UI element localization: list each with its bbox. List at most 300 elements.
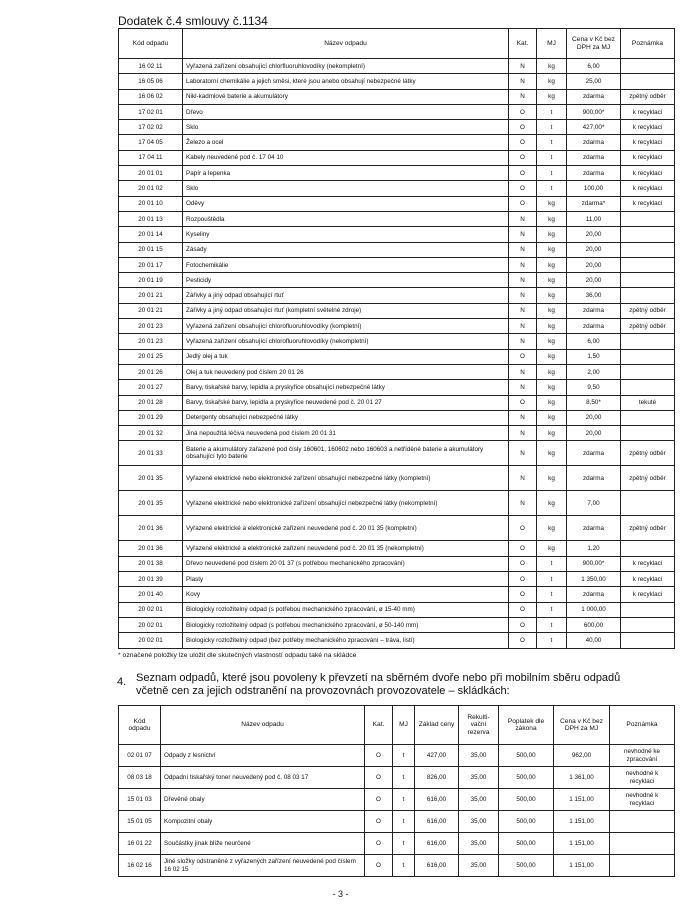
section-number: 4. xyxy=(117,676,127,688)
table-header-row xyxy=(119,29,675,59)
cell-rekul: 35,00 xyxy=(459,789,499,811)
table-row xyxy=(119,288,675,303)
cell-mj: t xyxy=(393,811,415,833)
cell-kat: O xyxy=(509,633,537,648)
cell-nazev: Sklo xyxy=(183,181,509,196)
cell-kat: N xyxy=(509,441,537,466)
header-zaklad: Základ ceny xyxy=(415,706,459,745)
cell-kat: N xyxy=(509,319,537,334)
cell-kat: O xyxy=(509,196,537,211)
cell-kod: 20 02 01 xyxy=(119,617,183,632)
table-row xyxy=(119,410,675,425)
cell-kat: O xyxy=(365,855,393,877)
cell-poznamka xyxy=(621,59,675,74)
cell-kat: O xyxy=(509,395,537,410)
cell-kat: O xyxy=(365,789,393,811)
cell-nazev: Kompozitní obaly xyxy=(161,811,365,833)
section-heading: Seznam odpadů, které jsou povoleny k převzetí na sběrném dvoře nebo při mobilním sběru odpadů včetně cen za jejich odstranění na provozovnách provozovatele – skládkách: xyxy=(136,672,621,697)
cell-nazev: Oděvy xyxy=(183,196,509,211)
cell-poznamka: k recyklaci xyxy=(621,556,675,571)
cell-poznamka: k recyklaci xyxy=(621,196,675,211)
cell-nazev: Rozpouštědla xyxy=(183,211,509,226)
cell-kat: N xyxy=(509,491,537,516)
cell-mj: kg xyxy=(537,257,567,272)
table-row xyxy=(119,273,675,288)
cell-cena: 1 151,00 xyxy=(554,855,610,877)
table-row xyxy=(119,166,675,181)
table-row xyxy=(119,441,675,466)
cell-nazev: Baterie a akumulátory zařazené pod čísly 160601, 160602 nebo 160603 a netříděné baterie a akumulátory obsahující tyto baterie xyxy=(183,441,509,466)
cell-nazev: Dřevo xyxy=(183,104,509,119)
cell-cena: 600,00 xyxy=(567,617,621,632)
cell-mj: kg xyxy=(537,491,567,516)
cell-rekul: 35,00 xyxy=(459,811,499,833)
cell-kod: 20 01 23 xyxy=(119,319,183,334)
cell-cena: 20,00 xyxy=(567,242,621,257)
cell-kod: 16 02 11 xyxy=(119,59,183,74)
cell-cena: 900,00* xyxy=(567,104,621,119)
waste-price-table xyxy=(118,28,675,649)
header-poplatek: Poplatek dle zákona xyxy=(499,706,554,745)
cell-poznamka: nevhodné k recyklaci xyxy=(610,789,675,811)
cell-poznamka: k recyklaci xyxy=(621,587,675,602)
cell-mj: t xyxy=(537,602,567,617)
cell-kat: O xyxy=(509,556,537,571)
table-row xyxy=(119,89,675,104)
cell-kod: 20 01 38 xyxy=(119,556,183,571)
cell-kat: N xyxy=(509,466,537,491)
cell-kod: 08 03 18 xyxy=(119,767,161,789)
table-row xyxy=(119,364,675,379)
cell-zaklad: 826,00 xyxy=(415,767,459,789)
table-row xyxy=(119,572,675,587)
cell-cena: 1 361,00 xyxy=(554,767,610,789)
cell-kod: 16 01 22 xyxy=(119,833,161,855)
cell-mj: kg xyxy=(537,59,567,74)
cell-mj: t xyxy=(537,150,567,165)
cell-nazev: Vyřazená zařízení obsahující chlorofluoruhlovodíky (nekompletní) xyxy=(183,334,509,349)
cell-mj: t xyxy=(537,135,567,150)
cell-mj: kg xyxy=(537,426,567,441)
cell-kat: N xyxy=(509,74,537,89)
cell-cena: 1,20 xyxy=(567,541,621,556)
cell-kod: 20 01 17 xyxy=(119,257,183,272)
cell-poznamka: zpětný odběr xyxy=(621,89,675,104)
cell-nazev: Biologicky rozložitelný odpad (s potřebou mechanického zpracování, ø 50-140 mm) xyxy=(183,617,509,632)
cell-kod: 20 01 27 xyxy=(119,380,183,395)
cell-poznamka: tekuté xyxy=(621,395,675,410)
table-row xyxy=(119,104,675,119)
cell-zaklad: 616,00 xyxy=(415,811,459,833)
cell-poznamka: k recyklaci xyxy=(621,572,675,587)
cell-poznamka xyxy=(621,74,675,89)
cell-nazev: Papír a lepenka xyxy=(183,166,509,181)
cell-nazev: Vyřazené elektrické a elektronické zařízení neuvedené pod č. 20 01 35 (nekompletní) xyxy=(183,541,509,556)
cell-nazev: Železo a ocel xyxy=(183,135,509,150)
table-row xyxy=(119,59,675,74)
cell-cena: 11,00 xyxy=(567,211,621,226)
cell-kod: 20 01 13 xyxy=(119,211,183,226)
cell-kod: 20 01 21 xyxy=(119,303,183,318)
cell-mj: kg xyxy=(537,74,567,89)
cell-kat: N xyxy=(509,59,537,74)
cell-poznamka xyxy=(621,491,675,516)
cell-mj: kg xyxy=(537,334,567,349)
cell-kod: 17 02 02 xyxy=(119,120,183,135)
cell-kat: O xyxy=(509,104,537,119)
cell-poznamka: k recyklaci xyxy=(621,104,675,119)
cell-cena: 1 151,00 xyxy=(554,833,610,855)
table-row xyxy=(119,602,675,617)
cell-poznamka xyxy=(610,833,675,855)
cell-mj: kg xyxy=(537,303,567,318)
table-row xyxy=(119,196,675,211)
cell-poznamka xyxy=(621,426,675,441)
header-kod: Kód odpadu xyxy=(119,706,161,745)
cell-mj: t xyxy=(537,572,567,587)
cell-poznamka: k recyklaci xyxy=(621,150,675,165)
cell-kod: 20 01 35 xyxy=(119,466,183,491)
cell-kod: 20 02 01 xyxy=(119,633,183,648)
cell-kat: O xyxy=(365,767,393,789)
table-row xyxy=(119,242,675,257)
cell-cena: 1 151,00 xyxy=(554,789,610,811)
cell-kod: 20 01 02 xyxy=(119,181,183,196)
cell-nazev: Olej a tuk neuvedený pod číslem 20 01 26 xyxy=(183,364,509,379)
table-row xyxy=(119,380,675,395)
cell-cena: zdarma xyxy=(567,587,621,602)
cell-cena: zdarma xyxy=(567,150,621,165)
cell-kod: 16 05 06 xyxy=(119,74,183,89)
table-row xyxy=(119,257,675,272)
cell-poznamka xyxy=(621,364,675,379)
cell-nazev: Plasty xyxy=(183,572,509,587)
table-row xyxy=(119,745,675,767)
table-body xyxy=(119,745,675,877)
cell-nazev: Laboratorní chemikálie a jejich směsi, které jsou anebo obsahují nebezpečné látky xyxy=(183,74,509,89)
cell-cena: zdarma xyxy=(567,466,621,491)
cell-nazev: Vyřazené elektrické a elektronické zařízení neuvedené pod č. 20 01 35 (kompletní) xyxy=(183,516,509,541)
cell-kat: N xyxy=(509,288,537,303)
cell-poznamka: zpětný odběr xyxy=(621,466,675,491)
cell-kod: 20 01 40 xyxy=(119,587,183,602)
header-mj: MJ xyxy=(537,29,567,59)
cell-kat: O xyxy=(509,516,537,541)
cell-kat: N xyxy=(509,242,537,257)
table-header-row xyxy=(119,706,675,745)
cell-nazev: Odpady z lesnictví xyxy=(161,745,365,767)
table-row xyxy=(119,767,675,789)
cell-rekul: 35,00 xyxy=(459,767,499,789)
cell-cena: 1 350,00 xyxy=(567,572,621,587)
cell-kod: 20 01 19 xyxy=(119,273,183,288)
cell-nazev: Jedlý olej a tuk xyxy=(183,349,509,364)
cell-mj: t xyxy=(537,556,567,571)
cell-nazev: Pesticidy xyxy=(183,273,509,288)
cell-kat: O xyxy=(509,541,537,556)
table-row xyxy=(119,466,675,491)
cell-cena: 9,50 xyxy=(567,380,621,395)
table-row xyxy=(119,556,675,571)
cell-mj: t xyxy=(393,855,415,877)
cell-kod: 20 01 23 xyxy=(119,334,183,349)
cell-kod: 16 06 02 xyxy=(119,89,183,104)
cell-kod: 20 01 25 xyxy=(119,349,183,364)
cell-kod: 17 02 01 xyxy=(119,104,183,119)
cell-mj: kg xyxy=(537,227,567,242)
cell-cena: 427,00* xyxy=(567,120,621,135)
cell-mj: kg xyxy=(537,410,567,425)
cell-mj: kg xyxy=(537,380,567,395)
cell-rekul: 35,00 xyxy=(459,855,499,877)
cell-poplatek: 500,00 xyxy=(499,789,554,811)
cell-kod: 20 01 39 xyxy=(119,572,183,587)
cell-cena: zdarma xyxy=(567,135,621,150)
cell-mj: kg xyxy=(537,89,567,104)
cell-poznamka xyxy=(621,211,675,226)
cell-cena: 40,00 xyxy=(567,633,621,648)
cell-kat: N xyxy=(509,410,537,425)
cell-kat: O xyxy=(365,833,393,855)
table-row xyxy=(119,833,675,855)
cell-cena: 962,00 xyxy=(554,745,610,767)
cell-mj: t xyxy=(393,789,415,811)
cell-zaklad: 616,00 xyxy=(415,833,459,855)
cell-cena: 25,00 xyxy=(567,74,621,89)
cell-mj: t xyxy=(537,104,567,119)
cell-zaklad: 616,00 xyxy=(415,855,459,877)
cell-mj: kg xyxy=(537,364,567,379)
table-row xyxy=(119,789,675,811)
cell-mj: kg xyxy=(537,196,567,211)
cell-kat: O xyxy=(509,120,537,135)
cell-poplatek: 500,00 xyxy=(499,767,554,789)
cell-kat: N xyxy=(509,273,537,288)
cell-poznamka xyxy=(621,633,675,648)
table-row xyxy=(119,541,675,556)
header-kat: Kat. xyxy=(509,29,537,59)
cell-kod: 20 01 21 xyxy=(119,288,183,303)
cell-cena: 8,50* xyxy=(567,395,621,410)
cell-mj: kg xyxy=(537,541,567,556)
header-kat: Kat. xyxy=(365,706,393,745)
table-body xyxy=(119,59,675,649)
cell-nazev: Barvy, tiskařské barvy, lepidla a pryskyřice obsahující nebezpečné látky xyxy=(183,380,509,395)
cell-mj: kg xyxy=(537,441,567,466)
cell-cena: 20,00 xyxy=(567,227,621,242)
cell-kod: 20 01 26 xyxy=(119,364,183,379)
cell-kat: O xyxy=(509,166,537,181)
cell-poplatek: 500,00 xyxy=(499,833,554,855)
cell-nazev: Dřevo neuvedené pod číslem 20 01 37 (s potřebou mechanického zpracování) xyxy=(183,556,509,571)
cell-kat: O xyxy=(365,811,393,833)
cell-poznamka: k recyklaci xyxy=(621,166,675,181)
cell-mj: t xyxy=(537,166,567,181)
cell-kod: 20 01 01 xyxy=(119,166,183,181)
table-row xyxy=(119,633,675,648)
cell-nazev: Jiná nepoužitá léčiva neuvedená pod číslem 20 01 31 xyxy=(183,426,509,441)
cell-nazev: Detergenty obsahující nebezpečné látky xyxy=(183,410,509,425)
cell-kod: 20 01 28 xyxy=(119,395,183,410)
document-title: Dodatek č.4 smlouvy č.1134 xyxy=(118,14,268,28)
header-cena: Cena v Kč bez DPH za MJ xyxy=(554,706,610,745)
cell-kod: 15 01 03 xyxy=(119,789,161,811)
cell-mj: t xyxy=(393,745,415,767)
cell-kat: O xyxy=(509,150,537,165)
cell-kat: N xyxy=(509,89,537,104)
cell-nazev: Fotochemikálie xyxy=(183,257,509,272)
landfill-price-table xyxy=(118,705,675,877)
table-row xyxy=(119,319,675,334)
cell-cena: 7,00 xyxy=(567,491,621,516)
cell-poznamka: k recyklaci xyxy=(621,120,675,135)
cell-mj: kg xyxy=(537,242,567,257)
cell-nazev: Biologicky rozložitelný odpad (bez potřeby mechanického zpracování – tráva, listí) xyxy=(183,633,509,648)
cell-cena: 20,00 xyxy=(567,410,621,425)
cell-mj: kg xyxy=(537,288,567,303)
cell-kod: 20 01 36 xyxy=(119,516,183,541)
cell-kat: N xyxy=(509,334,537,349)
cell-cena: 6,00 xyxy=(567,59,621,74)
cell-nazev: Biologicky rozložitelný odpad (s potřebou mechanického zpracování, ø 15-40 mm) xyxy=(183,602,509,617)
table-row xyxy=(119,227,675,242)
cell-kat: N xyxy=(509,303,537,318)
cell-nazev: Vyřazená zařízení obsahující chlorofluoruhlovodíky (kompletní) xyxy=(183,319,509,334)
cell-cena: 2,00 xyxy=(567,364,621,379)
cell-kat: N xyxy=(509,380,537,395)
cell-kod: 20 02 01 xyxy=(119,602,183,617)
table-row xyxy=(119,181,675,196)
cell-poznamka: k recyklaci xyxy=(621,181,675,196)
table-row xyxy=(119,855,675,877)
cell-cena: 36,00 xyxy=(567,288,621,303)
cell-kod: 20 01 33 xyxy=(119,441,183,466)
cell-nazev: Zářivky a jiný odpad obsahující rtuť (kompletní světelné zdroje) xyxy=(183,303,509,318)
cell-mj: t xyxy=(393,833,415,855)
header-poznamka: Poznámka xyxy=(610,706,675,745)
cell-mj: t xyxy=(537,617,567,632)
cell-nazev: Jiné složky odstraněné z vyřazených zařízení neuvedené pod číslem 16 02 15 xyxy=(161,855,365,877)
cell-cena: 20,00 xyxy=(567,273,621,288)
cell-poznamka xyxy=(621,273,675,288)
cell-cena: zdarma xyxy=(567,303,621,318)
cell-zaklad: 427,00 xyxy=(415,745,459,767)
cell-mj: kg xyxy=(537,395,567,410)
header-poznamka: Poznámka xyxy=(621,29,675,59)
cell-mj: t xyxy=(537,181,567,196)
table-row xyxy=(119,334,675,349)
cell-mj: t xyxy=(393,767,415,789)
header-nazev: Název odpadu xyxy=(161,706,365,745)
cell-kat: N xyxy=(509,426,537,441)
cell-kat: O xyxy=(509,135,537,150)
header-nazev: Název odpadu xyxy=(183,29,509,59)
cell-nazev: Vyřazená zařízení obsahující chlorfluoruhlovodíky (nekompletní) xyxy=(183,59,509,74)
table-row xyxy=(119,211,675,226)
cell-nazev: Vyřazené elektrické nebo elektronické zařízení obsahující nebezpečné látky (nekompletní) xyxy=(183,491,509,516)
cell-kat: O xyxy=(509,181,537,196)
cell-mj: kg xyxy=(537,211,567,226)
cell-poplatek: 500,00 xyxy=(499,855,554,877)
cell-kod: 20 01 29 xyxy=(119,410,183,425)
cell-mj: t xyxy=(537,587,567,602)
cell-poznamka: nevhodné ke zpracování xyxy=(610,745,675,767)
cell-cena: 20,00 xyxy=(567,257,621,272)
cell-nazev: Kyseliny xyxy=(183,227,509,242)
table-row xyxy=(119,120,675,135)
cell-mj: t xyxy=(537,120,567,135)
cell-poznamka: zpětný odběr xyxy=(621,319,675,334)
cell-poznamka xyxy=(621,349,675,364)
cell-poznamka xyxy=(610,811,675,833)
cell-cena: zdarma* xyxy=(567,196,621,211)
cell-rekul: 35,00 xyxy=(459,745,499,767)
cell-cena: zdarma xyxy=(567,319,621,334)
cell-cena: 6,00 xyxy=(567,334,621,349)
table-row xyxy=(119,617,675,632)
cell-nazev: Součástky jinak blíže neurčené xyxy=(161,833,365,855)
cell-kod: 20 01 10 xyxy=(119,196,183,211)
cell-poznamka xyxy=(621,288,675,303)
table-row xyxy=(119,74,675,89)
cell-kat: N xyxy=(509,257,537,272)
cell-cena: 20,00 xyxy=(567,426,621,441)
cell-zaklad: 616,00 xyxy=(415,789,459,811)
cell-mj: t xyxy=(537,633,567,648)
table-row xyxy=(119,303,675,318)
cell-kod: 20 01 14 xyxy=(119,227,183,242)
cell-poznamka: zpětný odběr xyxy=(621,303,675,318)
cell-nazev: Vyřazené elektrické nebo elektronické zařízení obsahující nebezpečné látky (kompletní) xyxy=(183,466,509,491)
cell-kod: 17 04 11 xyxy=(119,150,183,165)
cell-kod: 20 01 15 xyxy=(119,242,183,257)
cell-poznamka xyxy=(621,380,675,395)
cell-cena: 100,00 xyxy=(567,181,621,196)
header-cena: Cena v Kč bez DPH za MJ xyxy=(567,29,621,59)
cell-nazev: Zásady xyxy=(183,242,509,257)
cell-kat: O xyxy=(509,572,537,587)
cell-kod: 20 01 35 xyxy=(119,491,183,516)
cell-kat: O xyxy=(365,745,393,767)
cell-kod: 02 01 07 xyxy=(119,745,161,767)
cell-kat: O xyxy=(509,602,537,617)
cell-nazev: Zářivky a jiný odpad obsahující rtuť xyxy=(183,288,509,303)
table-row xyxy=(119,811,675,833)
cell-cena: zdarma xyxy=(567,89,621,104)
cell-poznamka xyxy=(621,334,675,349)
cell-nazev: Dřevěné obaly xyxy=(161,789,365,811)
header-rekul: Rekulti-vační rezerva xyxy=(459,706,499,745)
cell-kod: 15 01 05 xyxy=(119,811,161,833)
cell-kat: N xyxy=(509,211,537,226)
table-row xyxy=(119,135,675,150)
cell-poznamka: zpětný odběr xyxy=(621,516,675,541)
cell-cena: 1 151,00 xyxy=(554,811,610,833)
page-number: - 3 - xyxy=(332,889,349,899)
cell-kod: 17 04 05 xyxy=(119,135,183,150)
header-kod: Kód odpadu xyxy=(119,29,183,59)
cell-kod: 20 01 32 xyxy=(119,426,183,441)
cell-kat: O xyxy=(509,587,537,602)
cell-cena: zdarma xyxy=(567,516,621,541)
cell-cena: 1 000,00 xyxy=(567,602,621,617)
table-row xyxy=(119,349,675,364)
cell-poznamka xyxy=(621,602,675,617)
cell-nazev: Sklo xyxy=(183,120,509,135)
cell-mj: kg xyxy=(537,516,567,541)
cell-poplatek: 500,00 xyxy=(499,745,554,767)
cell-poznamka: zpětný odběr xyxy=(621,441,675,466)
